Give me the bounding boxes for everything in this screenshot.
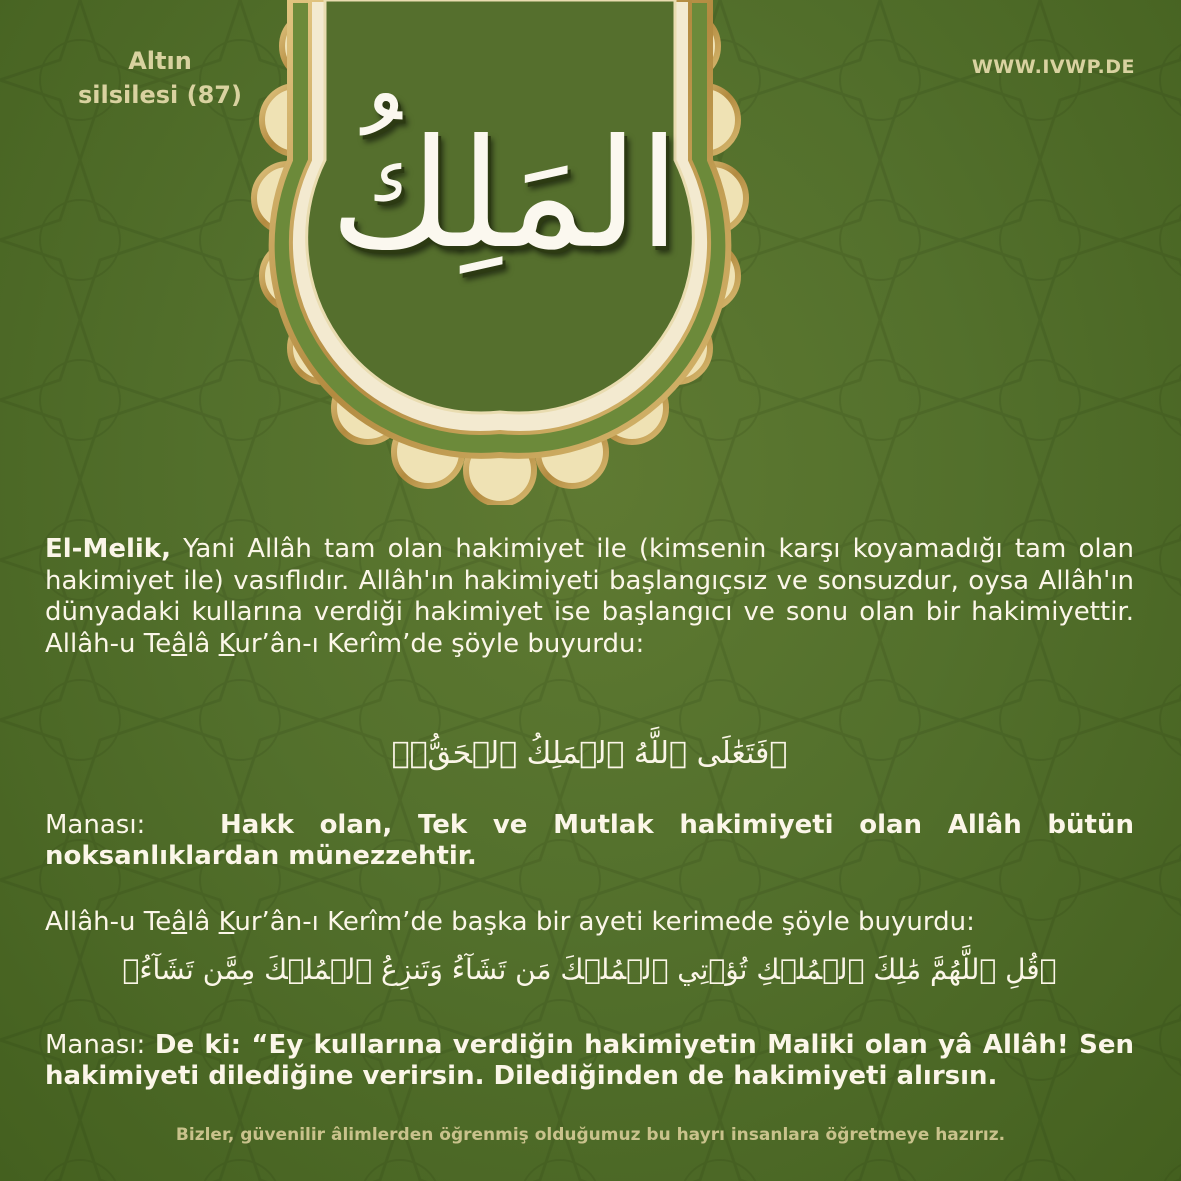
intro-text-b: lâ	[187, 628, 219, 659]
second-text-c: ur’ân-ı Kerîm’de başka bir ayeti kerimede şöyle buyurdu:	[234, 907, 975, 937]
series-number: silsilesi (87)	[78, 81, 242, 109]
meaning-text: Hakk olan, Tek ve Mutlak hakimiyeti olan Allâh bütün noksanlıklardan münezzehtir.	[45, 810, 1134, 871]
series-title: Altın	[128, 47, 192, 75]
meaning-second	[45, 1030, 1134, 1092]
meaning-label: Manası:	[45, 810, 146, 840]
meaning-label: Manası:	[45, 1030, 146, 1060]
intro-paragraph	[45, 534, 1134, 660]
meaning-first	[45, 810, 1134, 872]
second-text-b: lâ	[187, 907, 219, 937]
intro-text-a: Yani Allâh tam olan hakimiyet ile (kimsenin karşı koyamadığı tam olan hakimiyet ile) vasıflıdır. Allâh'ın hakimiyeti başlangıçsız ve sonsuzdur, oysa Allâh'ın dünyadaki kullarına verdiği hakimiyet ise başlangıcı ve sonu olan bir hakimiyettir. Allâh-u Te	[45, 534, 1134, 659]
second-underlined-k: K	[218, 907, 235, 937]
intro-text-c: ur’ân-ı Kerîm’de şöyle buyurdu:	[234, 628, 645, 659]
second-text-a: Allâh-u Te	[45, 907, 172, 937]
ayah-first: ﴿فَتَعَٰلَى ٱللَّهُ ٱلۡمَلِكُ ٱلۡحَقُّۗ﴾	[391, 736, 788, 771]
series-label	[60, 44, 260, 112]
footer-note: Bizler, güvenilir âlimlerden öğrenmiş olduğumuz bu hayrı insanlara öğretmeye hazırız.	[175, 1125, 1006, 1145]
website-url: WWW.IVWP.DE	[971, 56, 1135, 78]
intro-underlined-k: K	[218, 628, 235, 659]
second-underlined-a: â	[171, 907, 188, 937]
meaning-text: De ki: “Ey kullarına verdiğin hakimiyetin Maliki olan yâ Allâh! Sen hakimiyeti dilediğine verirsin. Dilediğinden de hakimiyeti alırsın.	[45, 1030, 1134, 1091]
name-heading: El-Melik,	[45, 534, 171, 564]
ayah-second: ﴿قُلِ ٱللَّهُمَّ مَٰلِكَ ٱلۡمُلۡكِ تُؤۡتِي ٱلۡمُلۡكَ مَن تَشَآءُ وَتَنزِعُ ٱلۡمُلۡكَ مِمَّن تَشَآءُ﴾	[122, 953, 1057, 986]
intro-underlined-a: â	[171, 628, 188, 659]
second-paragraph	[45, 907, 1134, 939]
name-calligraphy: المَلِكُ	[329, 108, 680, 282]
